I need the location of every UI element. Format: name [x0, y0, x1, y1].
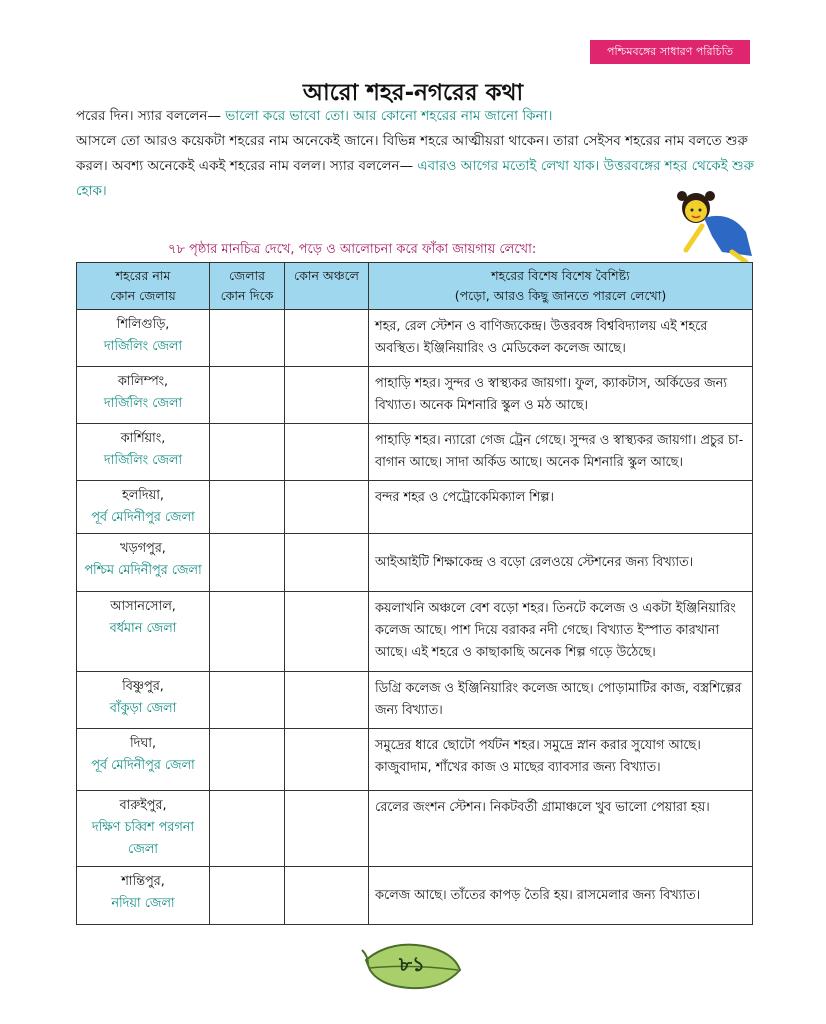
intro-text	[76, 104, 756, 204]
city-cell	[77, 791, 210, 867]
city-name: হলদিয়া,	[122, 488, 164, 503]
table-row	[77, 424, 753, 481]
table-header-row	[77, 263, 753, 310]
header-direction	[210, 263, 285, 310]
district-name: দক্ষিণ চব্বিশ পরগনা জেলা	[91, 820, 195, 857]
city-cell	[77, 729, 210, 791]
region-cell[interactable]	[285, 367, 369, 424]
region-cell[interactable]	[285, 672, 369, 729]
features-cell: রেলের জংশন স্টেশন। নিকটবর্তী গ্রামাঞ্চলে খুব ভালো পেয়ারা হয়।	[369, 791, 753, 867]
table-row	[77, 310, 753, 367]
features-cell: সমুদ্রের ধারে ছোটো পর্যটন শহর। সমুদ্রে স্নান করার সুযোগ আছে। কাজুবাদাম, শাঁখের কাজ ও মাছের ব্যাবসার জন্য বিখ্যাত।	[369, 729, 753, 791]
direction-cell[interactable]	[210, 534, 285, 592]
region-cell[interactable]	[285, 791, 369, 867]
city-name: শান্তিপুর,	[121, 874, 165, 889]
city-cell	[77, 310, 210, 367]
header-city-line2: কোন জেলায়	[110, 288, 176, 303]
header-features	[369, 263, 753, 310]
city-name: খড়গপুর,	[120, 541, 166, 556]
features-cell: পাহাড়ি শহর। সুন্দর ও স্বাস্থ্যকর জায়গা। ফুল, ক্যাকটাস, অর্কিডের জন্য বিখ্যাত। অনেক মিশনারি স্কুল ও মঠ আছে।	[369, 367, 753, 424]
city-name: বিষ্ণুপুর,	[122, 679, 164, 694]
city-name: কালিম্পং,	[117, 374, 169, 389]
section-badge: পশ্চিমবঙ্গের সাধারণ পরিচিতি	[590, 40, 750, 64]
table-row	[77, 729, 753, 791]
district-name: পূর্ব মেদিনীপুর জেলা	[91, 510, 195, 525]
intro-p2-b: এবারও আগের মতোই লেখা যাক। উত্তরবঙ্গের শহর থেকেই শুরু হোক।	[76, 158, 754, 199]
table-row	[77, 481, 753, 534]
city-cell	[77, 867, 210, 925]
city-name: কার্শিয়াং,	[120, 431, 166, 446]
region-cell[interactable]	[285, 481, 369, 534]
direction-cell[interactable]	[210, 592, 285, 672]
header-region	[285, 263, 369, 310]
district-name: পূর্ব মেদিনীপুর জেলা	[91, 758, 195, 773]
direction-cell[interactable]	[210, 481, 285, 534]
header-direction-line1: জেলার	[228, 268, 266, 283]
district-name: দার্জিলিং জেলা	[103, 396, 183, 411]
district-name: নদিয়া জেলা	[111, 896, 175, 911]
region-cell[interactable]	[285, 424, 369, 481]
instruction-text: ৭৮ পৃষ্ঠার মানচিত্র দেখে, পড়ে ও আলোচনা করে ফাঁকা জায়গায় লেখো:	[168, 242, 537, 257]
city-cell	[77, 367, 210, 424]
features-cell: কলেজ আছে। তাঁতের কাপড় তৈরি হয়। রাসমেলার জন্য বিখ্যাত।	[369, 867, 753, 925]
district-name: দার্জিলিং জেলা	[103, 339, 183, 354]
region-cell[interactable]	[285, 534, 369, 592]
region-cell[interactable]	[285, 867, 369, 925]
intro-p1-b: ভালো করে ভাবো তো। আর কোনো শহরের নাম জানো কিনা।	[225, 108, 553, 124]
direction-cell[interactable]	[210, 367, 285, 424]
city-cell	[77, 592, 210, 672]
table-row	[77, 592, 753, 672]
district-name: বর্ধমান জেলা	[109, 621, 177, 636]
girl-illustration	[662, 186, 758, 266]
district-name: বাঁকুড়া জেলা	[109, 701, 177, 716]
features-cell: কয়লাখনি অঞ্চলে বেশ বড়ো শহর। তিনটে কলেজ ও একটা ইঞ্জিনিয়ারিং কলেজ আছে। পাশ দিয়ে বরাকর নদী গেছে। বিখ্যাত ইস্পাত কারখানা আছে। এই শহরে ও কাছাকাছি অনেক শিল্প গড়ে উঠেছে।	[369, 592, 753, 672]
city-cell	[77, 424, 210, 481]
direction-cell[interactable]	[210, 791, 285, 867]
city-cell	[77, 672, 210, 729]
features-cell: পাহাড়ি শহর। ন্যারো গেজ ট্রেন গেছে। সুন্দর ও স্বাস্থ্যকর জায়গা। প্রচুর চা-বাগান আছে। সাদা অর্কিড আছে। অনেক মিশনারি স্কুল আছে।	[369, 424, 753, 481]
header-features-line1: শহরের বিশেষ বিশেষ বৈশিষ্ট্য	[491, 268, 630, 283]
header-features-line2: (পড়ো, আরও কিছু জানতে পারলে লেখো)	[454, 288, 667, 303]
page-number: ৮১	[399, 952, 425, 976]
header-region-label: কোন অঞ্চলে	[294, 268, 359, 283]
city-cell	[77, 481, 210, 534]
table-row	[77, 672, 753, 729]
intro-p2-a: আসলে তো আরও কয়েকটা শহরের নাম অনেকেই জানে। বিভিন্ন শহরে আত্মীয়রা থাকেন। তারা সেইসব শহরের নাম বলতে শুরু করল। অবশ্য অনেকেই একই শহরের নাম বলল। স্যার বললেন—	[76, 133, 748, 174]
city-name: দিঘা,	[129, 736, 157, 751]
table-row	[77, 791, 753, 867]
page-title: আরো শহর-নগরের কথা	[302, 80, 524, 106]
header-direction-line2: কোন দিকে	[220, 288, 274, 303]
city-name: শিলিগুড়ি,	[116, 317, 170, 332]
direction-cell[interactable]	[210, 867, 285, 925]
region-cell[interactable]	[285, 592, 369, 672]
header-city	[77, 263, 210, 310]
towns-table	[76, 262, 753, 925]
city-cell	[77, 534, 210, 592]
region-cell[interactable]	[285, 310, 369, 367]
features-cell: আইআইটি শিক্ষাকেন্দ্র ও বড়ো রেলওয়ে স্টেশনের জন্য বিখ্যাত।	[369, 534, 753, 592]
header-city-line1: শহরের নাম	[115, 268, 171, 283]
table-row	[77, 367, 753, 424]
region-cell[interactable]	[285, 729, 369, 791]
district-name: পশ্চিম মেদিনীপুর জেলা	[84, 563, 202, 578]
features-cell: ডিগ্রি কলেজ ও ইঞ্জিনিয়ারিং কলেজ আছে। পোড়ামাটির কাজ, বস্ত্রশিল্পের জন্য বিখ্যাত।	[369, 672, 753, 729]
features-cell: বন্দর শহর ও পেট্রোকেমিক্যাল শিল্প।	[369, 481, 753, 534]
direction-cell[interactable]	[210, 424, 285, 481]
table-row	[77, 867, 753, 925]
city-name: আসানসোল,	[110, 599, 176, 614]
direction-cell[interactable]	[210, 672, 285, 729]
direction-cell[interactable]	[210, 310, 285, 367]
table-row	[77, 534, 753, 592]
direction-cell[interactable]	[210, 729, 285, 791]
intro-p1-a: পরের দিন। স্যার বললেন—	[76, 108, 226, 124]
city-name: বারুইপুর,	[119, 798, 167, 813]
features-cell: শহর, রেল স্টেশন ও বাণিজ্যকেন্দ্র। উত্তরবঙ্গ বিশ্ববিদ্যালয় এই শহরে অবস্থিত। ইঞ্জিনিয়ারিং ও মেডিকেল কলেজ আছে।	[369, 310, 753, 367]
district-name: দার্জিলিং জেলা	[103, 453, 183, 468]
